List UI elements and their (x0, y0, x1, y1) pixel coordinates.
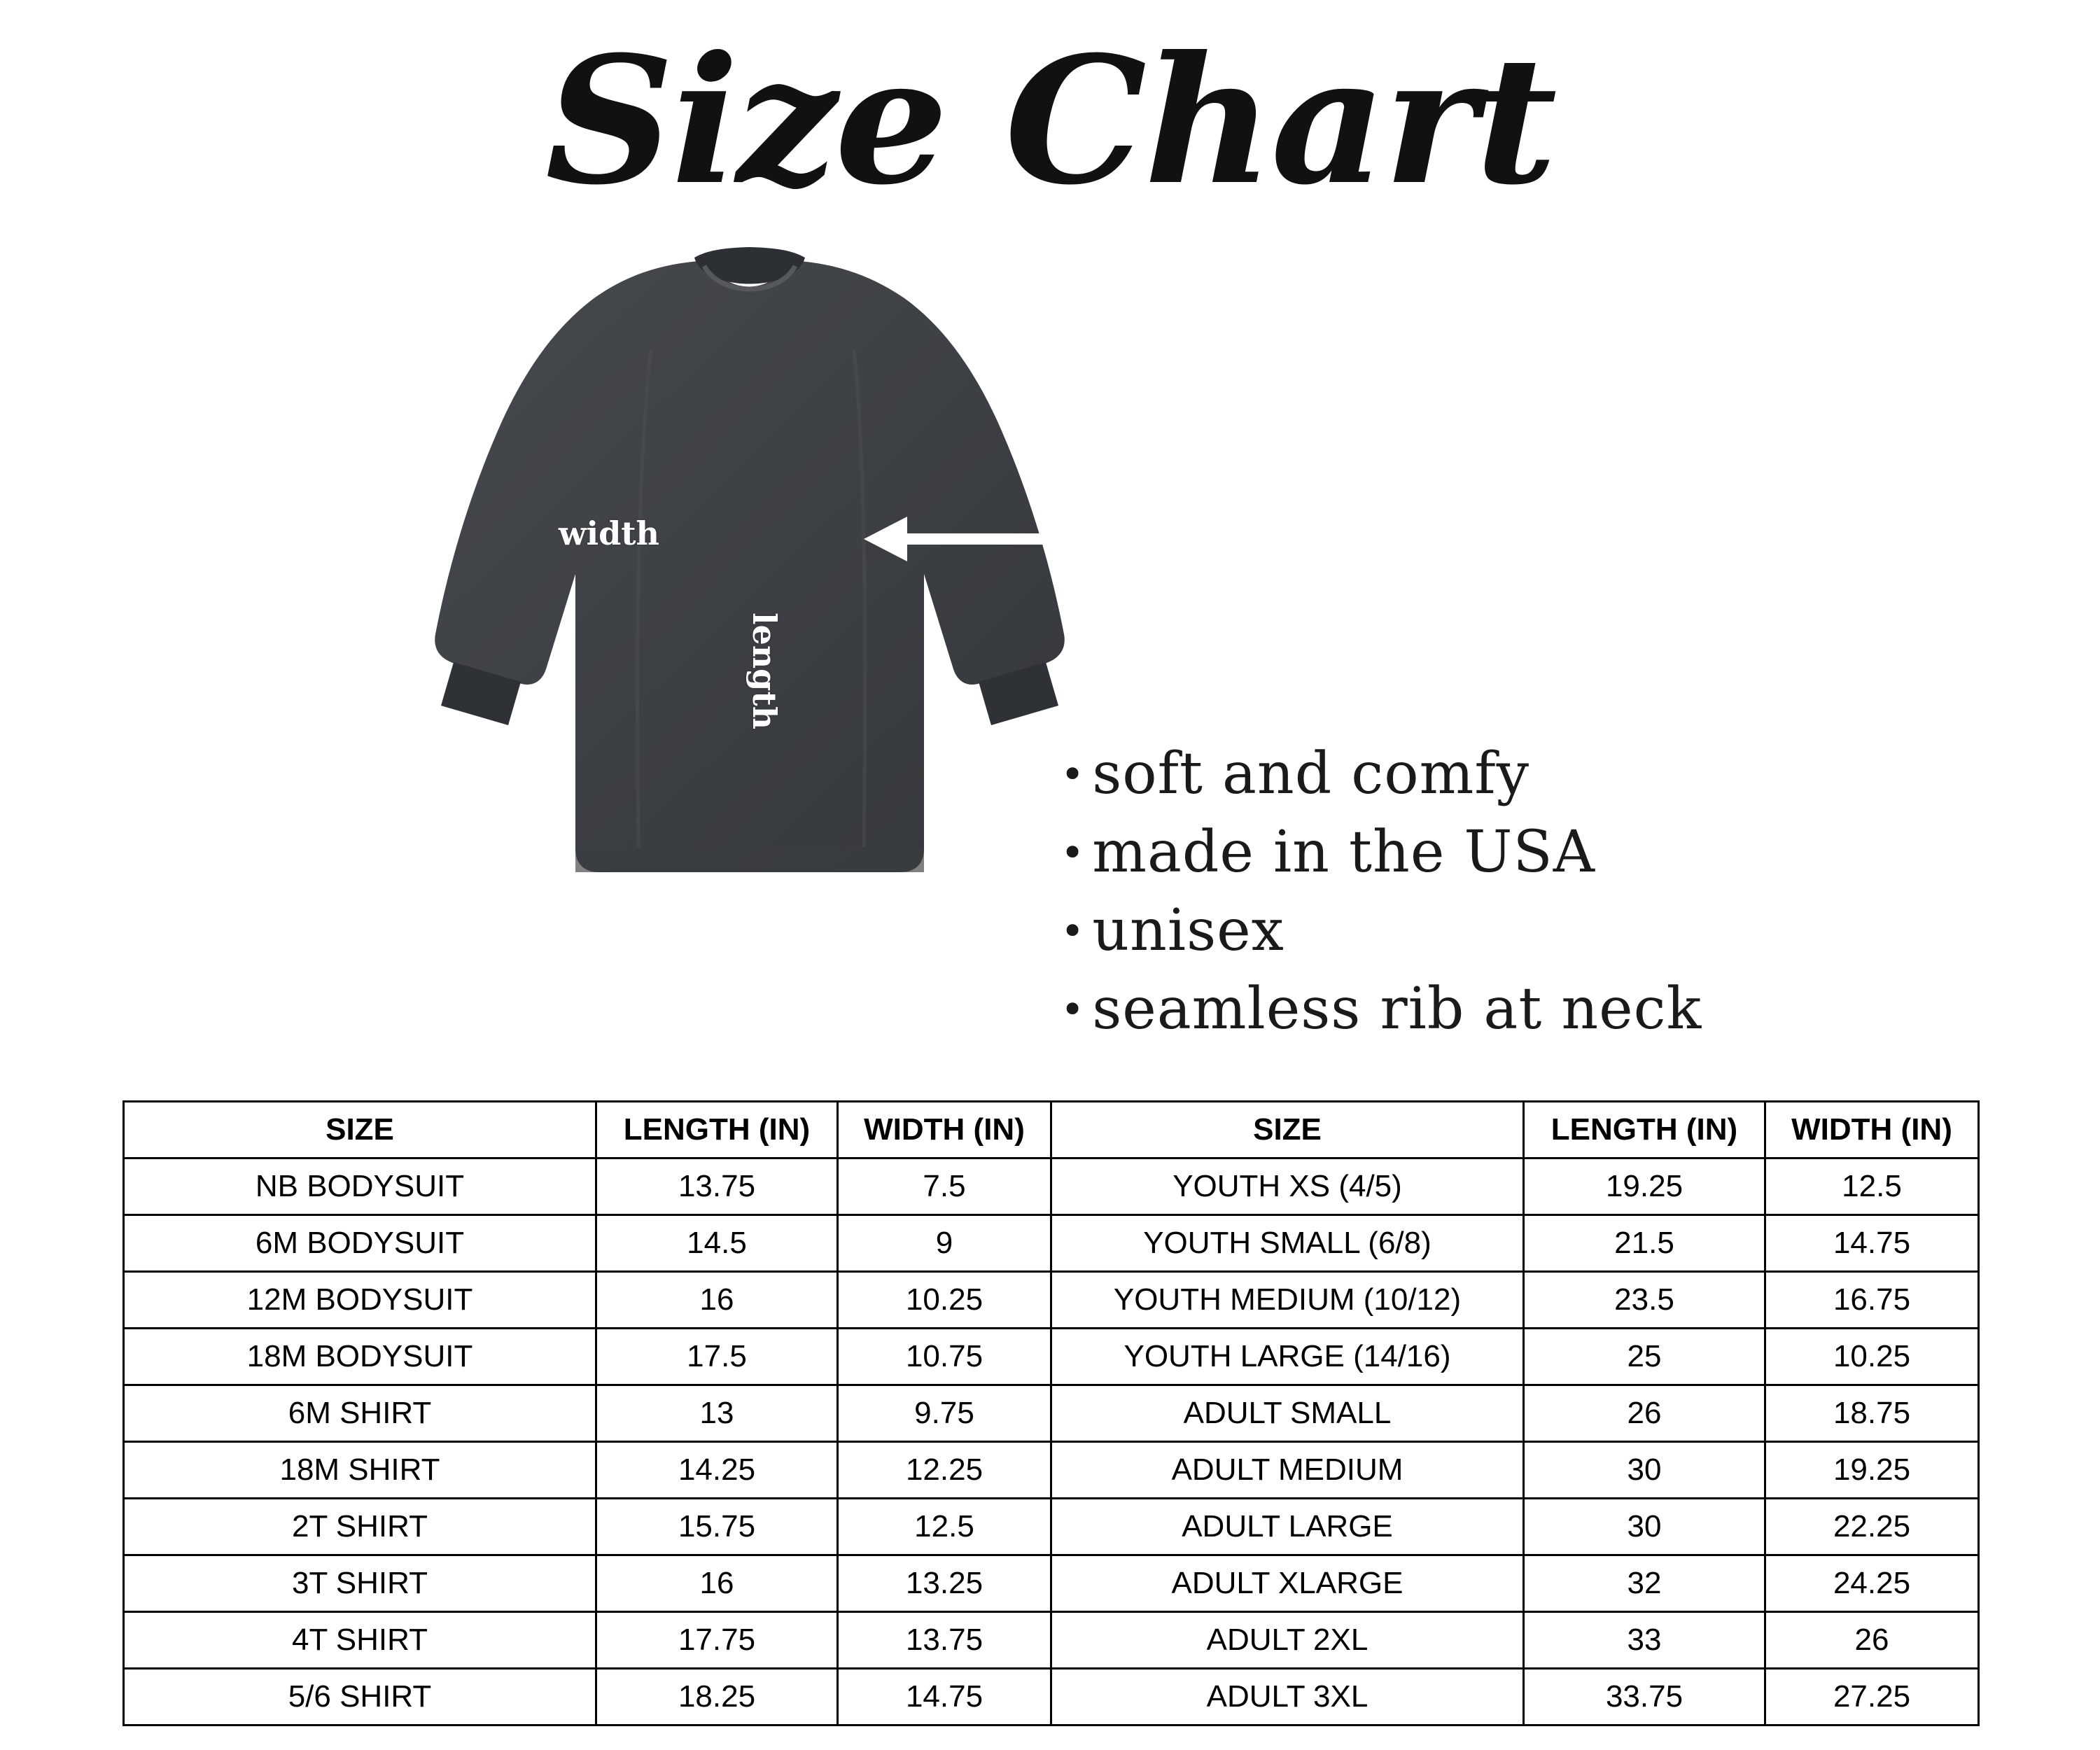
page-title: Size Chart (545, 18, 1555, 223)
list-item (1060, 892, 2005, 970)
list-item (1060, 735, 2005, 813)
bullet-icon: • (1060, 986, 1086, 1033)
page-title-container (0, 0, 2100, 231)
cell-width-right: 19.25 (1765, 1442, 1979, 1499)
table-row (124, 1329, 1979, 1385)
table-header-row (124, 1102, 1979, 1158)
cell-length-left: 18.25 (596, 1669, 838, 1726)
cell-size-left: 2T SHIRT (124, 1499, 596, 1555)
cell-length-right: 23.5 (1524, 1272, 1765, 1329)
size-table (122, 1100, 1980, 1726)
cell-length-left: 17.5 (596, 1329, 838, 1385)
cell-size-right: ADULT LARGE (1051, 1499, 1524, 1555)
cell-size-right: ADULT 2XL (1051, 1612, 1524, 1669)
illustration-and-features (0, 231, 2100, 1092)
cell-length-left: 13.75 (596, 1158, 838, 1215)
cell-size-right: YOUTH LARGE (14/16) (1051, 1329, 1524, 1385)
cell-width-left: 10.25 (838, 1272, 1051, 1329)
cell-size-right: YOUTH SMALL (6/8) (1051, 1215, 1524, 1272)
cell-size-right: ADULT SMALL (1051, 1385, 1524, 1442)
cell-length-left: 16 (596, 1272, 838, 1329)
cell-size-left: 4T SHIRT (124, 1612, 596, 1669)
list-item (1060, 813, 2005, 892)
table-row (124, 1555, 1979, 1612)
cell-length-left: 14.25 (596, 1442, 838, 1499)
cell-width-left: 12.25 (838, 1442, 1051, 1499)
cell-width-right: 22.25 (1765, 1499, 1979, 1555)
cell-size-left: 6M BODYSUIT (124, 1215, 596, 1272)
table-row (124, 1669, 1979, 1726)
cell-length-right: 21.5 (1524, 1215, 1765, 1272)
table-row (124, 1215, 1979, 1272)
cell-length-right: 19.25 (1524, 1158, 1765, 1215)
table-row (124, 1385, 1979, 1442)
cell-length-left: 14.5 (596, 1215, 838, 1272)
cell-size-left: 6M SHIRT (124, 1385, 596, 1442)
cell-width-right: 24.25 (1765, 1555, 1979, 1612)
cell-width-right: 26 (1765, 1612, 1979, 1669)
cell-size-left: 18M BODYSUIT (124, 1329, 596, 1385)
feature-text: unisex (1092, 897, 1284, 964)
cell-length-right: 26 (1524, 1385, 1765, 1442)
cell-size-left: 3T SHIRT (124, 1555, 596, 1612)
cell-width-right: 10.25 (1765, 1329, 1979, 1385)
long-sleeve-shirt-icon (364, 245, 1134, 966)
cell-width-right: 12.5 (1765, 1158, 1979, 1215)
cell-size-right: ADULT XLARGE (1051, 1555, 1524, 1612)
cell-length-right: 32 (1524, 1555, 1765, 1612)
column-header: SIZE (124, 1102, 596, 1158)
cell-width-left: 13.75 (838, 1612, 1051, 1669)
cell-width-right: 16.75 (1765, 1272, 1979, 1329)
column-header: WIDTH (IN) (1765, 1102, 1979, 1158)
cell-length-left: 13 (596, 1385, 838, 1442)
cell-size-right: ADULT 3XL (1051, 1669, 1524, 1726)
feature-list (1060, 735, 2005, 1049)
cell-width-left: 13.25 (838, 1555, 1051, 1612)
cell-length-right: 25 (1524, 1329, 1765, 1385)
cell-size-left: 12M BODYSUIT (124, 1272, 596, 1329)
cell-width-left: 9 (838, 1215, 1051, 1272)
cell-width-left: 14.75 (838, 1669, 1051, 1726)
feature-text: made in the USA (1092, 819, 1595, 886)
cell-width-right: 18.75 (1765, 1385, 1979, 1442)
table-row (124, 1272, 1979, 1329)
feature-text: seamless rib at neck (1092, 976, 1702, 1042)
cell-length-right: 33 (1524, 1612, 1765, 1669)
bullet-icon: • (1060, 829, 1086, 876)
cell-length-right: 33.75 (1524, 1669, 1765, 1726)
cell-length-right: 30 (1524, 1499, 1765, 1555)
column-header: LENGTH (IN) (596, 1102, 838, 1158)
cell-width-left: 12.5 (838, 1499, 1051, 1555)
cell-size-right: ADULT MEDIUM (1051, 1442, 1524, 1499)
cell-length-left: 16 (596, 1555, 838, 1612)
list-item (1060, 970, 2005, 1049)
column-header: SIZE (1051, 1102, 1524, 1158)
cell-size-left: NB BODYSUIT (124, 1158, 596, 1215)
cell-length-left: 15.75 (596, 1499, 838, 1555)
cell-width-right: 14.75 (1765, 1215, 1979, 1272)
cell-length-left: 17.75 (596, 1612, 838, 1669)
table-row (124, 1499, 1979, 1555)
table-row (124, 1158, 1979, 1215)
column-header: WIDTH (IN) (838, 1102, 1051, 1158)
size-table-container (122, 1100, 1977, 1726)
shirt-illustration (364, 245, 1134, 966)
cell-width-left: 9.75 (838, 1385, 1051, 1442)
bullet-icon: • (1060, 750, 1086, 798)
length-label: length (746, 612, 783, 730)
table-row (124, 1612, 1979, 1669)
cell-size-right: YOUTH MEDIUM (10/12) (1051, 1272, 1524, 1329)
width-label: width (559, 514, 659, 552)
cell-length-right: 30 (1524, 1442, 1765, 1499)
cell-width-left: 7.5 (838, 1158, 1051, 1215)
bullet-icon: • (1060, 907, 1086, 955)
cell-size-right: YOUTH XS (4/5) (1051, 1158, 1524, 1215)
column-header: LENGTH (IN) (1524, 1102, 1765, 1158)
cell-width-right: 27.25 (1765, 1669, 1979, 1726)
cell-width-left: 10.75 (838, 1329, 1051, 1385)
cell-size-left: 5/6 SHIRT (124, 1669, 596, 1726)
cell-size-left: 18M SHIRT (124, 1442, 596, 1499)
table-row (124, 1442, 1979, 1499)
feature-text: soft and comfy (1092, 741, 1530, 807)
